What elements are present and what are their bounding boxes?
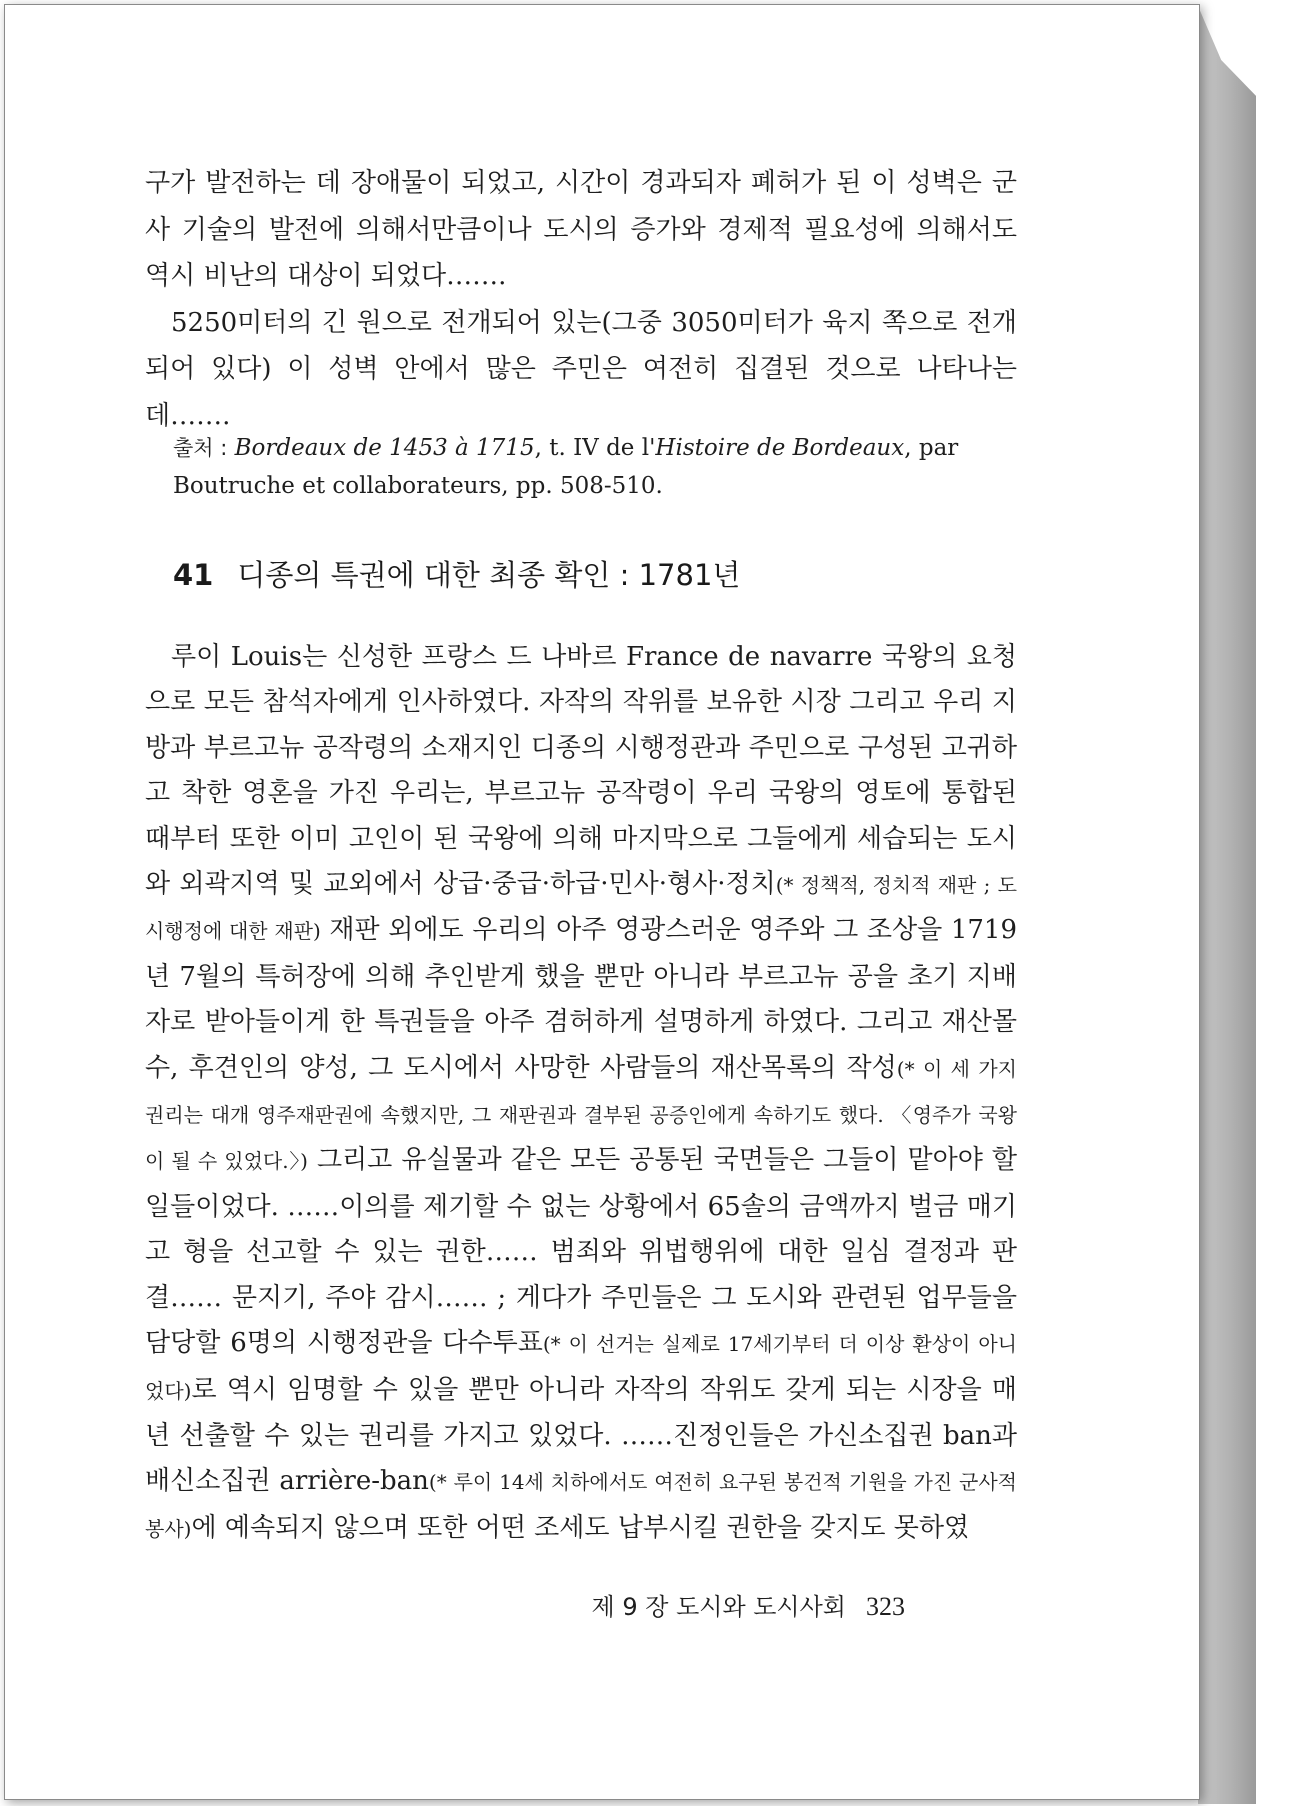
section-number: 41 xyxy=(173,558,214,592)
source-rest: , par Boutruche et collaborateurs, pp. 508-510. xyxy=(173,435,959,499)
body-run-1: 루이 Louis는 신성한 프랑스 드 나바르 France de navarre 국왕의 요청으로 모든 참석자에게 인사하였다. 자작의 작위를 보유한 시장 그리고 우리 지방과 부르고뉴 공작령의 소재지인 디종의 시행정관과 주민으로 구성된 고귀하고 착한 영혼을 가진 우리는, 부르고뉴 공작령이 우리 국왕의 영토에 통합된 때부터 또한 이미 고인이 된 국왕에 의해 마지막으로 그들에게 세습되는 도시와 외곽지역 및 교외에서 상급·중급·하급·민사·형사·정치 xyxy=(145,642,1017,900)
source-title-1: Bordeaux de 1453 à 1715 xyxy=(234,435,535,461)
section-title: 디종의 특권에 대한 최종 확인 : 1781년 xyxy=(237,558,741,592)
bracket-note-3: (* 이 선거는 실제로 17세기부터 더 이상 환상이 아니었다) xyxy=(145,1332,1017,1403)
page-number: 323 xyxy=(866,1592,905,1621)
page-edge-shadow xyxy=(1198,6,1256,1804)
body-run-3: 그리고 유실물과 같은 모든 공통된 국면들은 그들이 맡아야 할 일들이었다. ……이의를 제기할 수 없는 상황에서 65솔의 금액까지 벌금 매기고 형을 선고할 수 있는 권한…… 범죄와 위법행위에 대한 일심 결정과 판결…… 문지기, 주야 감시…… ; 게다가 주민들은 그 도시와 관련된 업무들을 담당할 6명의 시행정관을 다수투표 xyxy=(145,1145,1017,1359)
body-paragraph xyxy=(145,635,1017,1552)
body-text xyxy=(145,635,1017,1552)
bracket-note-1: (* 정책적, 정치적 재판 ; 도시행정에 대한 재판) xyxy=(145,873,1017,944)
chapter-title: 제 9 장 도시와 도시사회 xyxy=(591,1593,846,1621)
page-footer xyxy=(592,1587,905,1622)
continuation-paragraph-2: 5250미터의 긴 원으로 전개되어 있는(그중 3050미터가 육지 쪽으로 전개되어 있다) 이 성벽 안에서 많은 주민은 여전히 집결된 것으로 나타나는데……. xyxy=(145,307,1017,431)
body-run-5: 에 예속되지 않으며 또한 어떤 조세도 납부시킬 권한을 갖지도 못하였 xyxy=(191,1512,970,1543)
source-mid: , t. IV de l' xyxy=(534,435,656,461)
source-citation xyxy=(173,429,1017,505)
section-heading xyxy=(173,553,740,594)
bracket-note-2: (* 이 세 가지 권리는 대개 영주재판권에 속했지만, 그 재판권과 결부된 공증인에게 속하기도 했다. 〈영주가 국왕이 될 수 있었다.〉) xyxy=(145,1056,1017,1174)
source-title-2: Histoire de Bordeaux xyxy=(655,435,905,461)
body-run-4: 로 역시 임명할 수 있을 뿐만 아니라 자작의 작위도 갖게 되는 시장을 매년 선출할 수 있는 권리를 가지고 있었다. ……진정인들은 가신소집권 ban과 배신소집권 arrière-ban xyxy=(145,1374,1017,1497)
book-page xyxy=(4,4,1200,1800)
body-run-2: 재판 외에도 우리의 아주 영광스러운 영주와 그 조상을 1719년 7월의 특허장에 의해 추인받게 했을 뿐만 아니라 부르고뉴 공을 초기 지배자로 받아들이게 한 특권들을 아주 겸허하게 설명하게 하였다. 그리고 재산몰수, 후견인의 양성, 그 도시에서 사망한 사람들의 재산목록의 작성 xyxy=(145,915,1018,1083)
bracket-note-4: (* 루이 14세 치하에서도 여전히 요구된 봉건적 기원을 가진 군사적 봉사) xyxy=(145,1470,1018,1541)
continuation-paragraph-1: 구가 발전하는 데 장애물이 되었고, 시간이 경과되자 폐허가 된 이 성벽은 군사 기술의 발전에 의해서만큼이나 도시의 증가와 경제적 필요성에 의해서도 역시 비난의 대상이 되었다……. xyxy=(145,168,1017,291)
continuation-text xyxy=(145,160,1017,439)
source-label: 출처 : xyxy=(173,436,228,460)
